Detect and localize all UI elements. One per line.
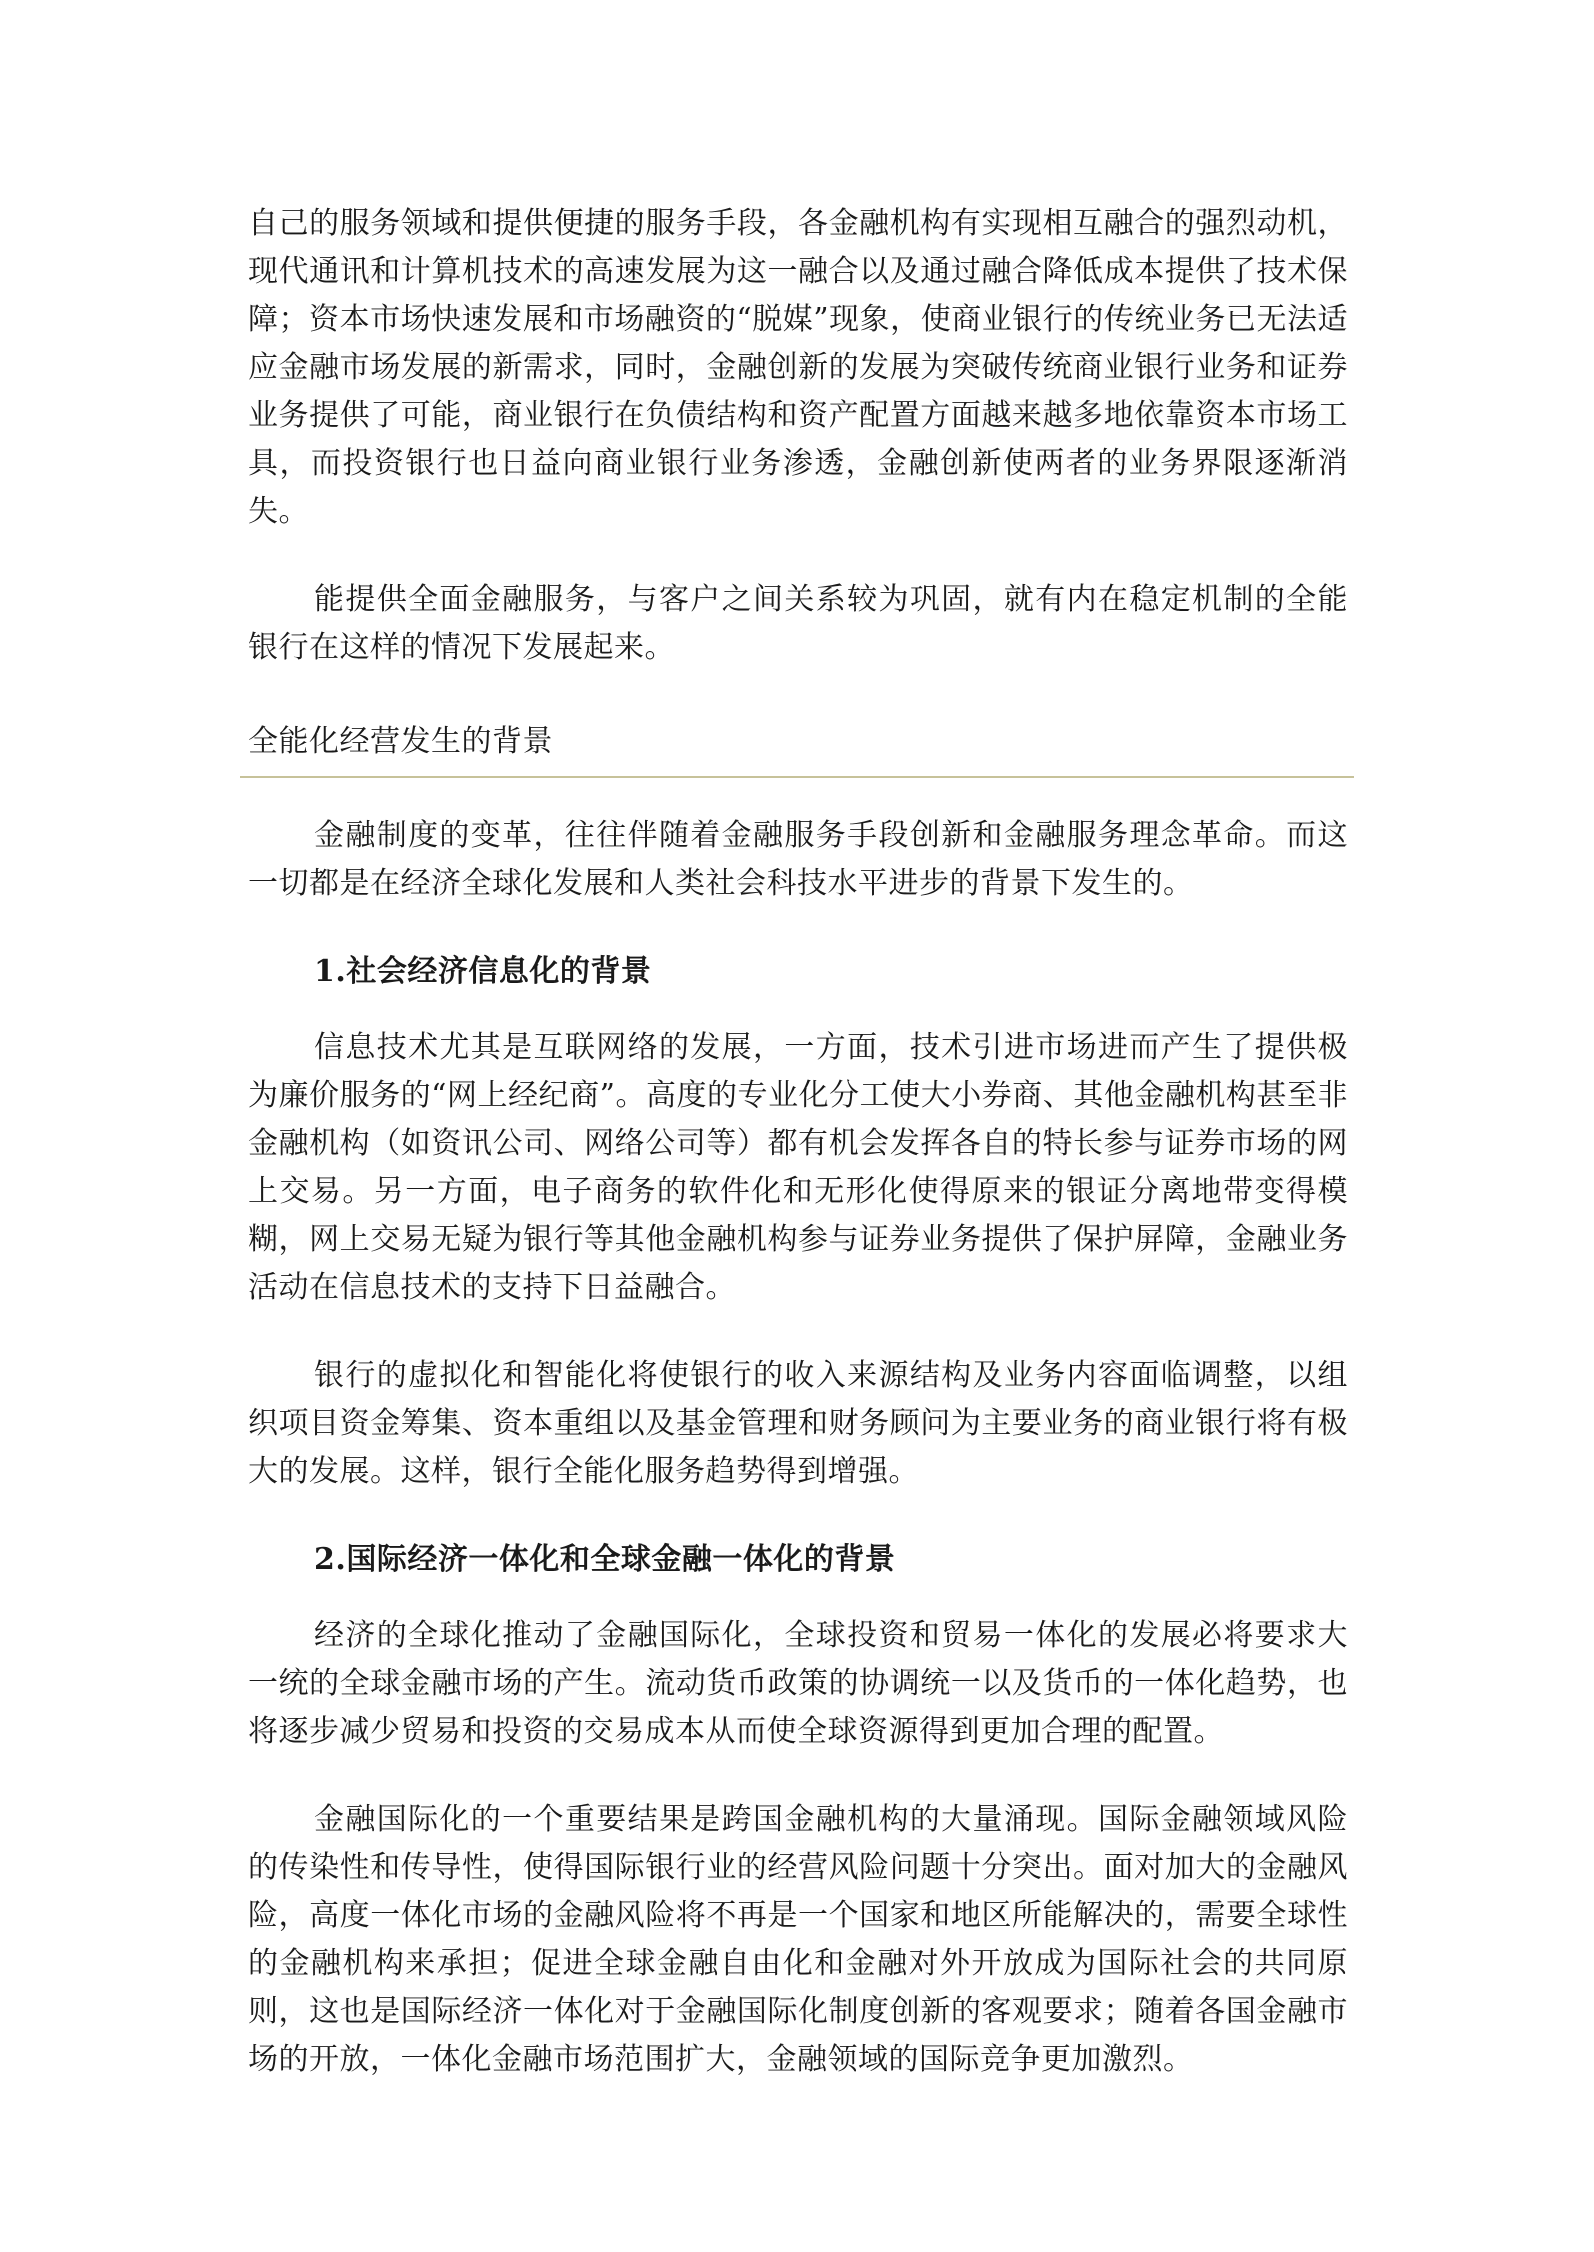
section-heading: 全能化经营发生的背景: [248, 724, 553, 759]
paragraph-universal-bank: 能提供全面金融服务，与客户之间关系较为巩固，就有内在稳定机制的全能银行在这样的情况下发展起来。: [248, 582, 1348, 665]
subheading-globalization: 2.国际经济一体化和全球金融一体化的背景: [314, 1542, 896, 1577]
section-divider: [240, 776, 1354, 778]
document-body: [248, 200, 1348, 2084]
paragraph-financial-internationalization: 金融国际化的一个重要结果是跨国金融机构的大量涌现。国际金融领域风险的传染性和传导性，使得国际银行业的经营风险问题十分突出。面对加大的金融风险，高度一体化市场的金融风险将不再是一个国家和地区所能解决的，需要全球性的金融机构来承担；促进全球金融自由化和金融对外开放成为国际社会的共同原则，这也是国际经济一体化对于金融国际化制度创新的客观要求；随着各国金融市场的开放，一体化金融市场范围扩大，金融领域的国际竞争更加激烈。: [248, 1802, 1348, 2077]
paragraph-continued: 自己的服务领域和提供便捷的服务手段，各金融机构有实现相互融合的强烈动机，现代通讯和计算机技术的高速发展为这一融合以及通过融合降低成本提供了技术保障；资本市场快速发展和市场融资的“脱媒”现象，使商业银行的传统业务已无法适应金融市场发展的新需求，同时，金融创新的发展为突破传统商业银行业务和证券业务提供了可能，商业银行在负债结构和资产配置方面越来越多地依靠资本市场工具，而投资银行也日益向商业银行业务渗透，金融创新使两者的业务界限逐渐消失。: [248, 206, 1348, 529]
subheading-informatization: 1.社会经济信息化的背景: [314, 954, 652, 989]
paragraph-internet: 信息技术尤其是互联网络的发展，一方面，技术引进市场进而产生了提供极为廉价服务的“网上经纪商”。高度的专业化分工使大小券商、其他金融机构甚至非金融机构（如资讯公司、网络公司等）都有机会发挥各自的特长参与证券市场的网上交易。另一方面，电子商务的软件化和无形化使得原来的银证分离地带变得模糊，网上交易无疑为银行等其他金融机构参与证券业务提供了保护屏障，金融业务活动在信息技术的支持下日益融合。: [248, 1030, 1348, 1305]
paragraph-global-economy: 经济的全球化推动了金融国际化，全球投资和贸易一体化的发展必将要求大一统的全球金融市场的产生。流动货币政策的协调统一以及货币的一体化趋势，也将逐步减少贸易和投资的交易成本从而使全球资源得到更加合理的配置。: [248, 1618, 1348, 1749]
paragraph-virtual-banking: 银行的虚拟化和智能化将使银行的收入来源结构及业务内容面临调整，以组织项目资金筹集、资本重组以及基金管理和财务顾问为主要业务的商业银行将有极大的发展。这样，银行全能化服务趋势得到增强。: [248, 1358, 1348, 1489]
paragraph-financial-reform: 金融制度的变革，往往伴随着金融服务手段创新和金融服务理念革命。而这一切都是在经济全球化发展和人类社会科技水平进步的背景下发生的。: [248, 818, 1348, 901]
